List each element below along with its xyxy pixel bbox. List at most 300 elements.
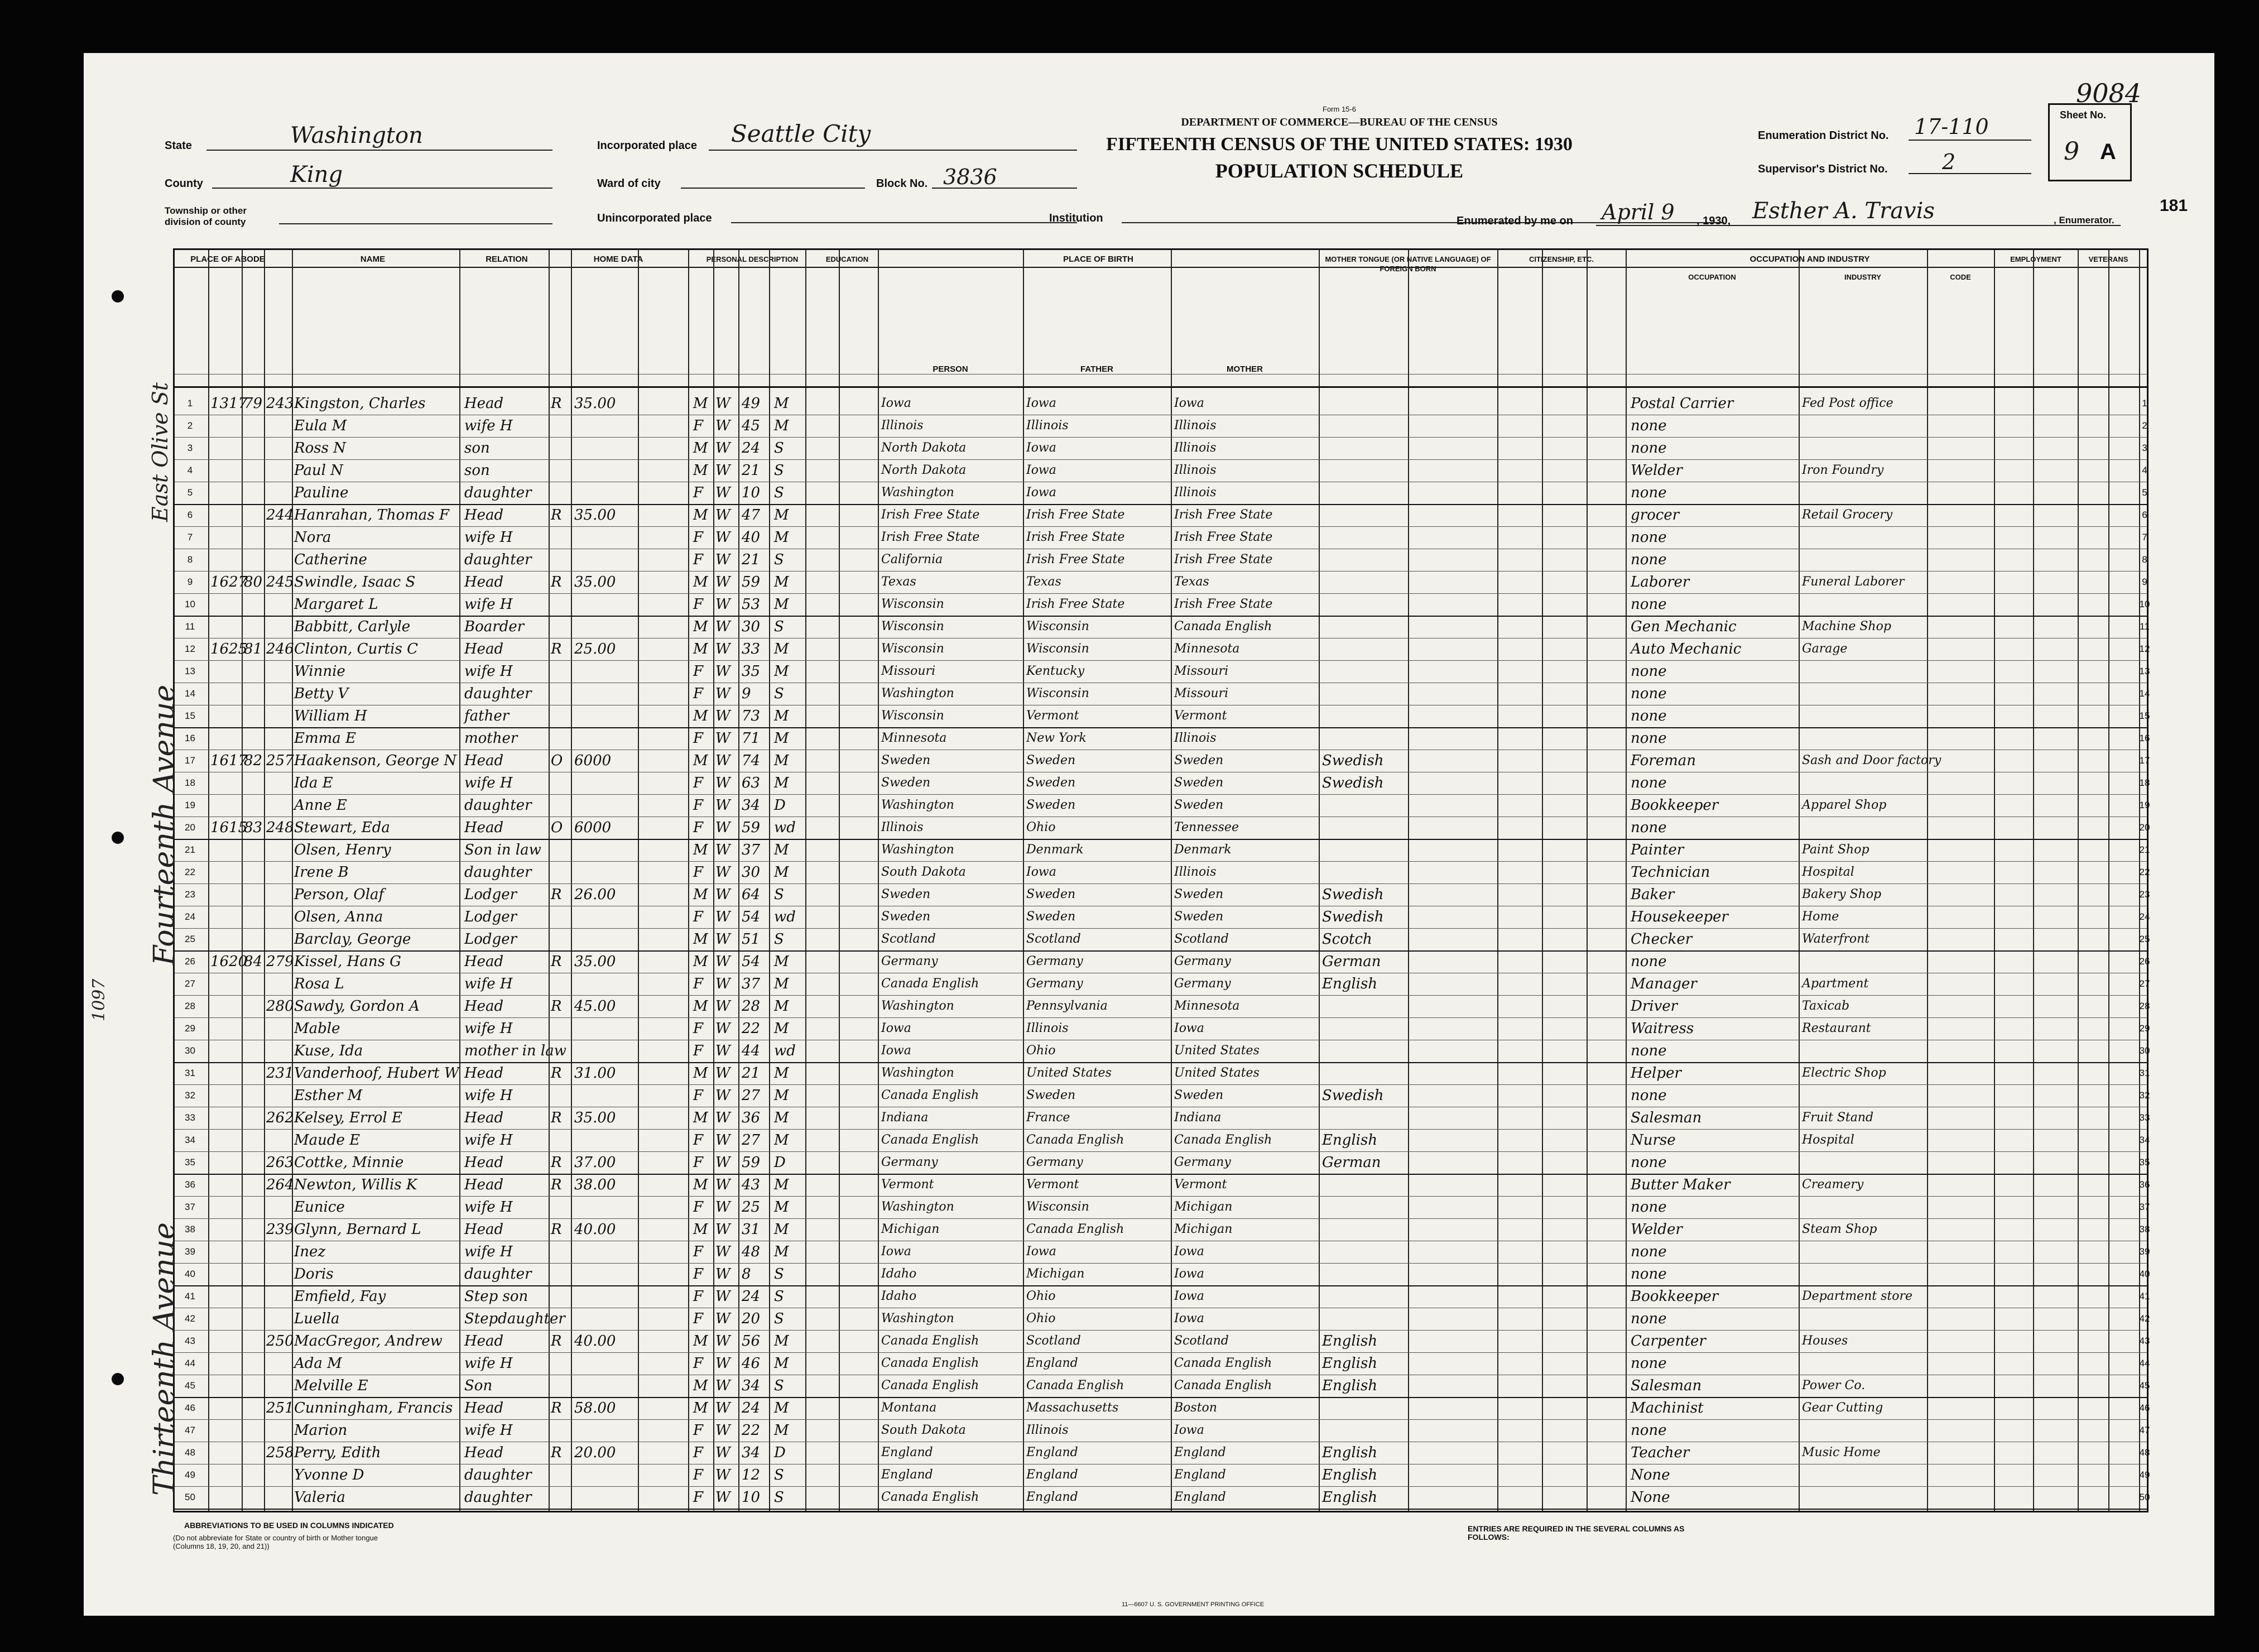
- cell-occ: None: [1631, 1467, 1670, 1483]
- line-number: 35: [2139, 1157, 2150, 1168]
- line-number: 38: [2139, 1224, 2150, 1235]
- cell-pob: Vermont: [881, 1178, 934, 1192]
- column-rule: [1626, 250, 1627, 386]
- cell-occ: none: [1631, 551, 1667, 568]
- cell-tongue: English: [1322, 1132, 1378, 1149]
- cell-race: W: [715, 1489, 730, 1506]
- cell-occ: none: [1631, 775, 1667, 791]
- cell-name: Glynn, Bernard L: [294, 1221, 421, 1238]
- cell-sex: M: [693, 507, 708, 524]
- cell-sex: F: [693, 417, 704, 434]
- occupation-header: OCCUPATION AND INDUSTRY: [1749, 254, 1870, 264]
- cell-race: W: [715, 641, 730, 657]
- line-number: 33: [2139, 1112, 2150, 1123]
- cell-occ: none: [1631, 1199, 1667, 1216]
- column-rule: [1408, 250, 1409, 386]
- cell-mpob: Minnesota: [1174, 642, 1240, 656]
- cell-rel: Son: [464, 1377, 493, 1394]
- cell-age: 34: [742, 1377, 761, 1394]
- county-value: King: [290, 162, 343, 188]
- cell-pob: Sweden: [881, 887, 931, 901]
- cell-tenure: R: [551, 953, 562, 970]
- cell-race: W: [715, 618, 730, 635]
- cell-house: 1625: [210, 641, 248, 657]
- cell-rel: Head: [464, 1065, 504, 1082]
- cell-mpob: Iowa: [1174, 1289, 1204, 1303]
- cell-mpob: Tennessee: [1174, 820, 1239, 834]
- enumerator-name: Esther A. Travis: [1752, 198, 1935, 224]
- cell-occ: none: [1631, 1087, 1667, 1104]
- cell-mar: M: [774, 1110, 789, 1126]
- cell-occ: Butter Maker: [1631, 1176, 1731, 1193]
- cell-tongue: English: [1322, 1489, 1378, 1506]
- cell-age: 40: [742, 529, 761, 546]
- cell-fam: 263: [266, 1154, 294, 1171]
- cell-mar: D: [774, 797, 786, 814]
- cell-ind: Taxicab: [1802, 999, 1850, 1013]
- line-number: 49: [2139, 1469, 2150, 1480]
- cell-fpob: Canada English: [1026, 1133, 1124, 1147]
- cell-mpob: Scotland: [1174, 1334, 1229, 1348]
- cell-pob: Iowa: [881, 1044, 911, 1058]
- cell-fpob: Kentucky: [1026, 664, 1085, 678]
- scan-border-left: [0, 0, 84, 1652]
- cell-ind: Apparel Shop: [1802, 798, 1887, 812]
- cell-age: 46: [742, 1355, 761, 1372]
- cell-mpob: Denmark: [1174, 843, 1232, 857]
- cell-ind: Steam Shop: [1802, 1222, 1877, 1236]
- column-rule: [1542, 250, 1543, 386]
- table-row: [175, 1263, 2150, 1285]
- cell-fpob: Wisconsin: [1026, 620, 1089, 633]
- cell-sex: F: [693, 819, 704, 836]
- cell-rel: Lodger: [464, 886, 517, 903]
- cell-mar: M: [774, 730, 789, 747]
- cell-rel: Head: [464, 1444, 504, 1461]
- sup-value: 2: [1942, 150, 1956, 174]
- cell-race: W: [715, 1020, 730, 1037]
- header-divider: [175, 267, 2147, 268]
- cell-fpob: Canada English: [1026, 1222, 1124, 1236]
- cell-age: 63: [742, 775, 761, 791]
- cell-mar: M: [774, 507, 789, 524]
- name-header: NAME: [360, 254, 386, 264]
- cell-name: Irene B: [294, 864, 349, 881]
- cell-occ: Helper: [1631, 1065, 1681, 1082]
- sheet-label: Sheet No.: [2060, 109, 2107, 121]
- cell-name: Kingston, Charles: [294, 395, 426, 412]
- cell-tongue: English: [1322, 1377, 1378, 1394]
- cell-mpob: Irish Free State: [1174, 530, 1273, 544]
- cell-mpob: Sweden: [1174, 798, 1224, 812]
- cell-fpob: England: [1026, 1490, 1078, 1504]
- cell-race: W: [715, 507, 730, 524]
- cell-race: W: [715, 1176, 730, 1193]
- table-row: [175, 727, 2150, 750]
- cell-fpob: Massachusetts: [1026, 1401, 1119, 1415]
- cell-mar: S: [774, 1377, 784, 1394]
- table-row: [175, 1174, 2150, 1196]
- column-rule: [1927, 250, 1928, 386]
- cell-pob: South Dakota: [881, 865, 966, 879]
- cell-sex: M: [693, 641, 708, 657]
- cell-fpob: Scotland: [1026, 1334, 1081, 1348]
- cell-dw: 81: [244, 641, 263, 657]
- cell-fam: 250: [266, 1333, 294, 1350]
- line-number: 13: [2139, 666, 2150, 676]
- cell-mar: M: [774, 663, 789, 680]
- ed-value: 17-110: [1914, 114, 1989, 139]
- cell-mar: M: [774, 417, 789, 434]
- cell-race: W: [715, 1065, 730, 1082]
- cell-occ: Carpenter: [1631, 1333, 1706, 1350]
- cell-mar: M: [774, 1422, 789, 1439]
- cell-pob: Canada English: [881, 1490, 979, 1504]
- cell-mpob: Canada English: [1174, 1379, 1272, 1392]
- cell-rel: Head: [464, 953, 504, 970]
- cell-mpob: Illinois: [1174, 419, 1217, 433]
- line-number: 1: [187, 398, 193, 409]
- cell-pob: Montana: [881, 1401, 937, 1415]
- cell-fpob: Wisconsin: [1026, 686, 1089, 700]
- cell-mar: M: [774, 708, 789, 724]
- cell-age: 21: [742, 462, 761, 479]
- cell-ind: Hospital: [1802, 1133, 1854, 1147]
- column-rule: [878, 250, 879, 386]
- cell-mpob: Illinois: [1174, 731, 1217, 745]
- line-number: 36: [185, 1179, 195, 1190]
- cell-name: Maude E: [294, 1132, 361, 1149]
- table-row: [175, 1397, 2150, 1419]
- cell-mar: M: [774, 864, 789, 881]
- punch-hole: [112, 832, 124, 844]
- cell-pob: Washington: [881, 486, 954, 500]
- table-row: [175, 883, 2150, 906]
- abbrev-note: (Do not abbreviate for State or country of birth or Mother tongue (Columns 18, 19, 20, and 21)): [173, 1534, 378, 1550]
- table-row: [175, 571, 2147, 593]
- row-rule: [175, 1509, 2147, 1510]
- cell-occ: none: [1631, 1355, 1667, 1372]
- township-line: [279, 223, 552, 224]
- table-row: [175, 1419, 2150, 1442]
- line-number: 33: [185, 1112, 195, 1123]
- line-number: 16: [185, 733, 195, 743]
- cell-occ: Postal Carrier: [1631, 395, 1734, 412]
- cell-pob: England: [881, 1468, 933, 1482]
- cell-value: 6000: [574, 819, 612, 836]
- cell-occ: none: [1631, 1154, 1667, 1171]
- cell-mar: S: [774, 618, 784, 635]
- line-number: 5: [2142, 487, 2147, 498]
- line-number: 23: [2139, 889, 2150, 900]
- cell-sex: F: [693, 484, 704, 501]
- line-number: 37: [2139, 1202, 2150, 1212]
- line-number: 41: [185, 1291, 195, 1302]
- cell-age: 10: [742, 1489, 761, 1506]
- cell-race: W: [715, 1355, 730, 1372]
- line-number: 7: [2142, 532, 2147, 542]
- cell-fam: 280: [266, 998, 294, 1015]
- line-number: 21: [2139, 844, 2150, 855]
- line-number: 27: [2139, 978, 2150, 989]
- column-rule: [571, 250, 572, 386]
- table-row: [175, 1196, 2150, 1218]
- cell-tenure: R: [551, 1176, 562, 1193]
- cell-mar: S: [774, 1489, 784, 1506]
- cell-mar: M: [774, 574, 789, 590]
- cell-name: Margaret L: [294, 596, 378, 613]
- cell-mpob: Sweden: [1174, 753, 1224, 767]
- column-header-block: [173, 248, 2149, 388]
- cell-rel: wife H: [464, 596, 513, 613]
- cell-name: Babbitt, Carlyle: [294, 618, 411, 635]
- cell-fpob: Irish Free State: [1026, 597, 1125, 611]
- cell-sex: F: [693, 797, 704, 814]
- table-row: [175, 1330, 2150, 1352]
- unincorporated-line: [731, 222, 1077, 223]
- cell-mar: S: [774, 1310, 784, 1327]
- township-label: Township or other division of county: [165, 205, 247, 227]
- cell-age: 34: [742, 1444, 761, 1461]
- cell-rel: wife H: [464, 1355, 513, 1372]
- cell-race: W: [715, 797, 730, 814]
- cell-fpob: Vermont: [1026, 1178, 1079, 1192]
- cell-sex: M: [693, 1400, 708, 1416]
- cell-rel: daughter: [464, 797, 532, 814]
- cell-sex: F: [693, 1243, 704, 1260]
- cell-race: W: [715, 976, 730, 992]
- cell-mpob: United States: [1174, 1044, 1260, 1058]
- cell-sex: F: [693, 1310, 704, 1327]
- cell-rel: father: [464, 708, 510, 724]
- cell-age: 10: [742, 484, 761, 501]
- cell-rel: daughter: [464, 1489, 532, 1506]
- cell-pob: Canada English: [881, 1379, 979, 1392]
- incorporated-line: [709, 150, 1077, 151]
- form-number: Form 15-6: [1323, 105, 1356, 113]
- cell-age: 21: [742, 1065, 761, 1082]
- place-of-birth-header: PLACE OF BIRTH: [1063, 254, 1133, 264]
- cell-sex: F: [693, 1355, 704, 1372]
- cell-occ: Waitress: [1631, 1020, 1694, 1037]
- cell-value: 45.00: [574, 998, 616, 1015]
- cell-rel: Head: [464, 1110, 504, 1126]
- cell-mpob: Michigan: [1174, 1222, 1233, 1236]
- cell-race: W: [715, 909, 730, 925]
- table-row: [175, 1151, 2150, 1174]
- cell-occ: none: [1631, 663, 1667, 680]
- scan-border-top: [0, 0, 2259, 53]
- cell-occ: none: [1631, 1266, 1667, 1283]
- cell-age: 27: [742, 1087, 761, 1104]
- cell-occ: Welder: [1631, 462, 1683, 479]
- cell-race: W: [715, 1043, 730, 1059]
- cell-pob: Canada English: [881, 977, 979, 991]
- cell-pob: Idaho: [881, 1289, 917, 1303]
- cell-pob: Sweden: [881, 753, 931, 767]
- column-rule: [2108, 250, 2109, 386]
- line-number: 18: [2139, 777, 2150, 788]
- cell-mar: S: [774, 685, 784, 702]
- table-row: [175, 1352, 2150, 1375]
- cell-pob: Iowa: [881, 1021, 911, 1035]
- table-row: [175, 1129, 2150, 1151]
- line-number: 48: [185, 1447, 195, 1458]
- cell-occ: none: [1631, 1422, 1667, 1439]
- cell-fpob: Sweden: [1026, 910, 1076, 924]
- cell-tenure: R: [551, 1444, 562, 1461]
- line-number: 17: [2139, 755, 2150, 766]
- cell-mpob: Sweden: [1174, 910, 1224, 924]
- cell-rel: Stepdaughter: [464, 1310, 565, 1327]
- cell-pob: Canada English: [881, 1133, 979, 1147]
- page-number: 181: [2160, 196, 2188, 215]
- cell-tenure: R: [551, 886, 562, 903]
- cell-age: 54: [742, 953, 761, 970]
- census-table: [173, 388, 2149, 1512]
- cell-sex: M: [693, 953, 708, 970]
- cell-rel: Head: [464, 1221, 504, 1238]
- cell-sex: F: [693, 596, 704, 613]
- cell-race: W: [715, 1132, 730, 1149]
- cell-age: 30: [742, 864, 761, 881]
- cell-age: 20: [742, 1310, 761, 1327]
- cell-rel: Son in law: [464, 842, 541, 858]
- line-number: 31: [185, 1068, 195, 1078]
- scan-border-right: [2214, 0, 2259, 1652]
- cell-mpob: Germany: [1174, 1155, 1231, 1169]
- cell-occ: none: [1631, 484, 1667, 501]
- cell-mar: M: [774, 395, 789, 412]
- column-rule: [638, 250, 639, 386]
- place-of-abode-header: PLACE OF ABODE: [190, 254, 265, 264]
- cell-occ: Gen Mechanic: [1631, 618, 1737, 635]
- department-title: DEPARTMENT OF COMMERCE—BUREAU OF THE CENSUS: [1181, 116, 1498, 128]
- cell-pob: North Dakota: [881, 441, 967, 455]
- cell-name: Swindle, Isaac S: [294, 574, 416, 590]
- cell-rel: Head: [464, 998, 504, 1015]
- cell-fpob: Ohio: [1026, 820, 1056, 834]
- cell-rel: wife H: [464, 417, 513, 434]
- footer: [151, 1517, 2160, 1612]
- line-number: 3: [2142, 443, 2147, 453]
- cell-race: W: [715, 395, 730, 412]
- cell-mar: M: [774, 1065, 789, 1082]
- cell-tongue: English: [1322, 1333, 1378, 1350]
- cell-fpob: Michigan: [1026, 1267, 1085, 1281]
- sheet-side: A: [2100, 140, 2116, 164]
- cell-pob: Washington: [881, 843, 954, 857]
- cell-rel: Head: [464, 1333, 504, 1350]
- cell-race: W: [715, 529, 730, 546]
- cell-age: 48: [742, 1243, 761, 1260]
- line-number: 41: [2139, 1291, 2150, 1302]
- cell-age: 45: [742, 417, 761, 434]
- cell-fpob: England: [1026, 1356, 1078, 1370]
- cell-age: 8: [742, 1266, 751, 1283]
- cell-race: W: [715, 1221, 730, 1238]
- line-number: 36: [2139, 1179, 2150, 1190]
- cell-race: W: [715, 1467, 730, 1483]
- line-number: 14: [2139, 688, 2150, 699]
- cell-mpob: England: [1174, 1468, 1226, 1482]
- cell-name: Person, Olaf: [294, 886, 384, 903]
- cell-mpob: Illinois: [1174, 865, 1217, 879]
- father-subheader: FATHER: [1080, 364, 1113, 374]
- cell-rel: wife H: [464, 775, 513, 791]
- cell-name: Paul N: [294, 462, 343, 479]
- cell-name: Mable: [294, 1020, 340, 1037]
- cell-sex: M: [693, 618, 708, 635]
- cell-occ: none: [1631, 819, 1667, 836]
- cell-name: Doris: [294, 1266, 334, 1283]
- cell-sex: F: [693, 685, 704, 702]
- cell-age: 43: [742, 1176, 761, 1193]
- cell-pob: Irish Free State: [881, 530, 980, 544]
- cell-sex: F: [693, 1154, 704, 1171]
- cell-ind: Bakery Shop: [1802, 887, 1882, 901]
- cell-mpob: Illinois: [1174, 441, 1217, 455]
- line-number: 11: [185, 621, 195, 632]
- cell-name: Pauline: [294, 484, 349, 501]
- street-note: Thirteenth Avenue: [148, 1222, 181, 1496]
- cell-pob: Texas: [881, 575, 916, 589]
- column-rule: [1497, 250, 1498, 386]
- cell-fpob: Canada English: [1026, 1379, 1124, 1392]
- cell-mpob: Illinois: [1174, 486, 1217, 500]
- cell-race: W: [715, 685, 730, 702]
- cell-mar: M: [774, 1243, 789, 1260]
- cell-value: 40.00: [574, 1221, 616, 1238]
- cell-ind: Electric Shop: [1802, 1066, 1886, 1080]
- cell-occ: Painter: [1631, 842, 1684, 858]
- cell-ind: Hospital: [1802, 865, 1854, 879]
- cell-race: W: [715, 1310, 730, 1327]
- cell-mpob: Canada English: [1174, 1356, 1272, 1370]
- cell-ind: Iron Foundry: [1802, 463, 1884, 477]
- cell-pob: Wisconsin: [881, 597, 944, 611]
- cell-race: W: [715, 752, 730, 769]
- cell-mpob: Canada English: [1174, 620, 1272, 633]
- cell-name: Haakenson, George N: [294, 752, 457, 769]
- cell-age: 59: [742, 574, 761, 590]
- cell-tongue: English: [1322, 1467, 1378, 1483]
- line-number: 3: [187, 443, 193, 453]
- cell-age: 31: [742, 1221, 761, 1238]
- cell-sex: F: [693, 1132, 704, 1149]
- line-number: 47: [185, 1425, 195, 1435]
- cell-occ: none: [1631, 1043, 1667, 1059]
- line-number: 13: [185, 666, 195, 676]
- occupation-subheader: OCCUPATION: [1688, 273, 1736, 281]
- line-number: 45: [185, 1380, 195, 1391]
- cell-occ: Housekeeper: [1631, 909, 1728, 925]
- cell-tenure: O: [551, 752, 563, 769]
- line-number: 44: [2139, 1358, 2150, 1368]
- cell-rel: wife H: [464, 976, 513, 992]
- cell-name: Eunice: [294, 1199, 345, 1216]
- cell-rel: daughter: [464, 1266, 532, 1283]
- cell-fpob: New York: [1026, 731, 1087, 745]
- scan-border-bottom: [0, 1616, 2259, 1652]
- cell-fpob: Sweden: [1026, 1088, 1076, 1102]
- sheet-box: [2048, 103, 2132, 181]
- cell-rel: wife H: [464, 1020, 513, 1037]
- cell-mar: M: [774, 752, 789, 769]
- cell-pob: England: [881, 1446, 933, 1459]
- cell-mar: D: [774, 1444, 786, 1461]
- cell-sex: M: [693, 462, 708, 479]
